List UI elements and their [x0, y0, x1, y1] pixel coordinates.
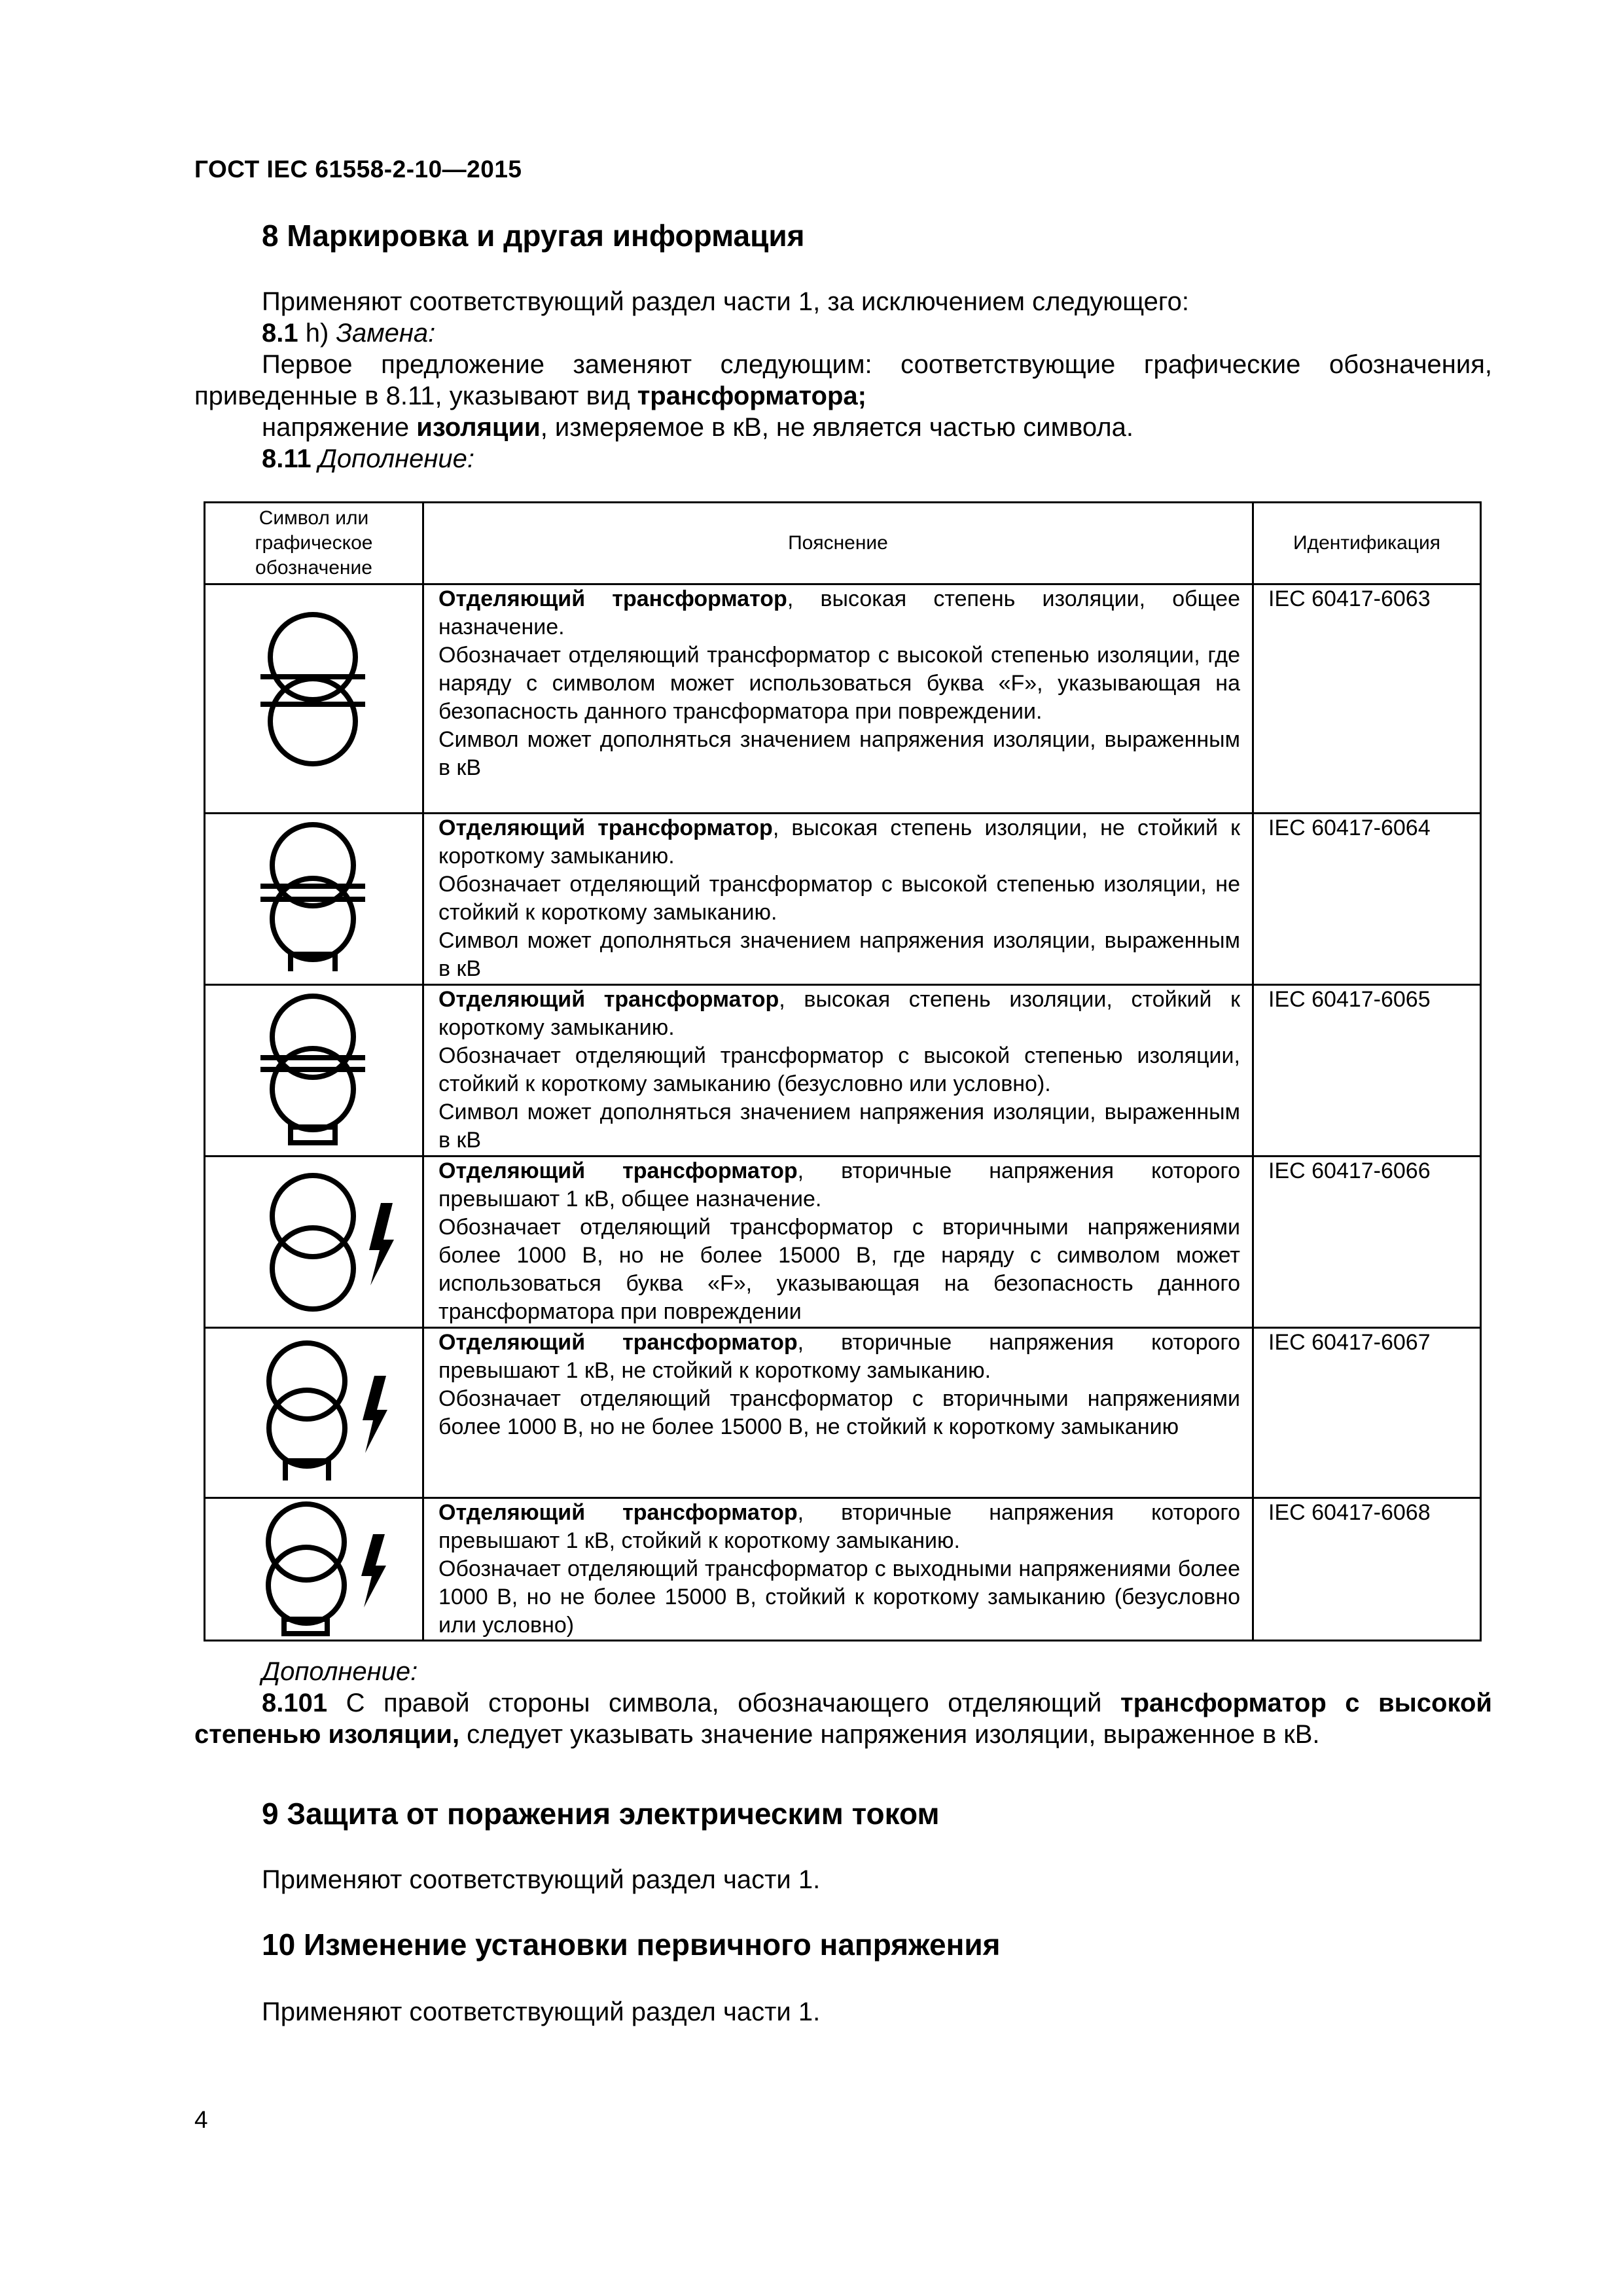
table-row	[205, 985, 1481, 1157]
lightning-bolt-icon	[363, 1376, 387, 1453]
explanation-summary: , вторичные напряжения которого превышают 1 кВ, стойкий к короткому замыканию.	[438, 1500, 1240, 1553]
explanation-term: Отделяющий трансформатор	[438, 1330, 798, 1355]
section-10-text: Применяют соответствующий раздел части 1.	[262, 1998, 821, 2026]
insulation-paragraph	[262, 412, 1492, 443]
replacement-text: Первое предложение заменяют следующим: соответствующие графические обозначения, приведенные в 8.11, указывают вид	[194, 350, 1492, 410]
identification-cell: IEC 60417-6067	[1253, 1328, 1481, 1498]
table-row	[205, 584, 1481, 814]
addition-label: Дополнение:	[262, 1657, 418, 1686]
explanation-cell	[423, 814, 1253, 985]
explanation-term: Отделяющий трансформатор	[438, 1158, 798, 1183]
identification-cell: IEC 60417-6065	[1253, 985, 1481, 1157]
explanation-cell	[423, 985, 1253, 1157]
explanation-note: Символ может дополняться значением напряжения изоляции, выраженным в кВ	[438, 727, 1240, 780]
lightning-bolt-icon	[361, 1534, 386, 1607]
explanation-description: Обозначает отделяющий трансформатор с высокой степенью изоляции, стойкий к короткому замыканию (безусловно или условно).	[438, 1043, 1240, 1096]
explanation-note: Символ может дополняться значением напряжения изоляции, выраженным в кВ	[438, 1100, 1240, 1153]
explanation-summary: , высокая степень изоляции, общее назначение.	[438, 586, 1240, 639]
item-8-11-kind: Дополнение:	[311, 444, 474, 473]
explanation-cell	[423, 1328, 1253, 1498]
section-10-title: 10 Изменение установки первичного напряжения	[262, 1928, 1001, 1962]
addition-number: 8.101	[262, 1689, 328, 1717]
explanation-description: Обозначает отделяющий трансформатор с вторичными напряжениями более 1000 В, но не более 15000 В, где наряду с символом может использоваться буква «F», указывающая на безопасность данного трансформатора при повреждении	[438, 1215, 1240, 1324]
symbol-cell	[205, 584, 423, 814]
section-9-text: Применяют соответствующий раздел части 1.	[262, 1865, 821, 1894]
table-row	[205, 1157, 1481, 1328]
explanation-term: Отделяющий трансформатор	[438, 987, 779, 1012]
hv-transformer-short-circuit-proof-symbol	[205, 1499, 424, 1639]
explanation-summary: , вторичные напряжения которого превышают 1 кВ, общее назначение.	[438, 1158, 1240, 1211]
item-8-1-letter: h)	[298, 319, 336, 348]
symbols-table	[204, 501, 1482, 1641]
identification-cell: IEC 60417-6068	[1253, 1498, 1481, 1641]
addition-text-c: следует указывать значение напряжения изоляции, выраженное в кВ.	[459, 1720, 1320, 1749]
table-row	[205, 1498, 1481, 1641]
addition-text-a: С правой стороны символа, обозначающего отделяющий	[327, 1689, 1121, 1717]
symbol-cell	[205, 1498, 423, 1641]
insulation-text-a: напряжение	[262, 413, 417, 442]
isolating-transformer-non-short-circuit-proof-symbol	[205, 814, 424, 986]
explanation-cell	[423, 1157, 1253, 1328]
item-8-1-kind: Замена:	[336, 319, 436, 348]
header-symbol	[205, 503, 423, 584]
insulation-text-c: , измеряемое в кВ, не является частью символа.	[540, 413, 1133, 442]
item-8-11-number: 8.11	[262, 444, 312, 473]
addition-term: трансформатор с высокой степенью изоляции,	[194, 1689, 1492, 1749]
symbol-cell	[205, 1157, 423, 1328]
item-8-1-number: 8.1	[262, 319, 298, 348]
section-8-intro: Применяют соответствующий раздел части 1, за исключением следующего:	[262, 287, 1189, 316]
item-8-1-line	[262, 317, 1492, 349]
addition-paragraph	[194, 1687, 1492, 1750]
explanation-term: Отделяющий трансформатор	[438, 1500, 798, 1525]
page-number: 4	[194, 2106, 208, 2133]
table-row	[205, 1328, 1481, 1498]
header-symbol-label: Символ или графическое обозначение	[255, 507, 373, 579]
explanation-note: Символ может дополняться значением напряжения изоляции, выраженным в кВ	[438, 928, 1240, 981]
isolating-transformer-general-symbol	[205, 585, 424, 814]
isolating-transformer-short-circuit-proof-symbol	[205, 986, 424, 1157]
header-identification: Идентификация	[1253, 503, 1481, 584]
explanation-summary: , высокая степень изоляции, стойкий к короткому замыканию.	[438, 987, 1240, 1040]
explanation-description: Обозначает отделяющий трансформатор с вторичными напряжениями более 1000 В, но не более 15000 В, не стойкий к короткому замыканию	[438, 1386, 1240, 1439]
item-8-11-line	[262, 443, 1492, 475]
explanation-summary: , высокая степень изоляции, не стойкий к короткому замыканию.	[438, 816, 1241, 869]
replacement-term: трансформатора;	[637, 382, 866, 410]
standard-code-header: ГОСТ IEC 61558-2-10—2015	[194, 156, 522, 183]
symbol-cell	[205, 814, 423, 985]
section-9-title: 9 Защита от поражения электрическим током	[262, 1797, 940, 1831]
explanation-description: Обозначает отделяющий трансформатор с высокой степенью изоляции, где наряду с символом может использоваться буква «F», указывающая на безопасность данного трансформатора при повреждении.	[438, 643, 1240, 724]
replacement-paragraph	[194, 349, 1492, 412]
symbol-cell	[205, 1328, 423, 1498]
identification-cell: IEC 60417-6066	[1253, 1157, 1481, 1328]
symbol-cell	[205, 985, 423, 1157]
identification-cell: IEC 60417-6063	[1253, 584, 1481, 814]
explanation-description: Обозначает отделяющий трансформатор с выходными напряжениями более 1000 В, но не более 15000 В, стойкий к короткому замыканию (безусловно или условно)	[438, 1556, 1240, 1638]
explanation-description: Обозначает отделяющий трансформатор с высокой степенью изоляции, не стойкий к короткому замыканию.	[438, 872, 1240, 925]
table-row	[205, 814, 1481, 985]
explanation-cell	[423, 584, 1253, 814]
section-8-title: 8 Маркировка и другая информация	[262, 219, 805, 253]
explanation-term: Отделяющий трансформатор	[438, 586, 787, 611]
table-header-row	[205, 503, 1481, 584]
insulation-term: изоляции	[416, 413, 541, 442]
explanation-cell	[423, 1498, 1253, 1641]
explanation-term: Отделяющий трансформатор	[438, 816, 773, 840]
header-explanation: Пояснение	[423, 503, 1253, 584]
hv-transformer-non-short-circuit-proof-symbol	[205, 1329, 424, 1499]
explanation-summary: , вторичные напряжения которого превышают 1 кВ, не стойкий к короткому замыканию.	[438, 1330, 1240, 1383]
identification-cell: IEC 60417-6064	[1253, 814, 1481, 985]
hv-transformer-general-symbol	[205, 1157, 424, 1329]
lightning-bolt-icon	[369, 1203, 394, 1285]
